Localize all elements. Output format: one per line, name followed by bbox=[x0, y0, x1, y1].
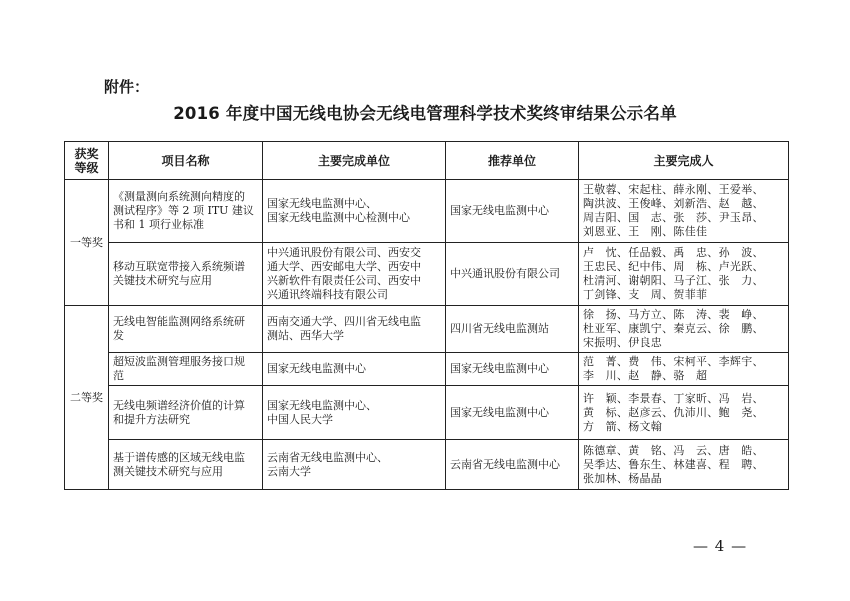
project-cell bbox=[109, 440, 263, 490]
people-line: 张加林、杨晶晶 bbox=[583, 471, 663, 485]
people-line: 宋振明、伊良忠 bbox=[583, 336, 663, 349]
recommender-cell: 国家无线电监测中心 bbox=[446, 386, 579, 440]
people-cell bbox=[579, 243, 789, 306]
project-line: 移动互联宽带接入系统频谱 bbox=[113, 260, 245, 273]
people-line: 范 菁、费 伟、宋柯平、李辉宇、 bbox=[583, 355, 764, 368]
project-line: 范 bbox=[113, 369, 124, 382]
people-line: 陶洪波、王俊峰、刘新浩、赵 越、 bbox=[583, 197, 764, 210]
people-line: 方 箭、杨文翰 bbox=[583, 419, 663, 433]
people-line: 徐 扬、马方立、陈 涛、裴 峥、 bbox=[583, 308, 764, 321]
people-line: 陈德章、黄 铭、冯 云、唐 皓、 bbox=[583, 443, 764, 457]
people-line: 王敬蓉、宋起柱、薛永刚、王爱举、 bbox=[583, 183, 764, 196]
project-line: 和提升方法研究 bbox=[113, 412, 190, 426]
attachment-label: 附件： bbox=[104, 78, 150, 96]
project-cell bbox=[109, 353, 263, 386]
recommender-cell: 国家无线电监测中心 bbox=[446, 353, 579, 386]
unit-line: 通大学、西安邮电大学、西安中 bbox=[267, 260, 421, 273]
col-completers: 主要完成人 bbox=[579, 142, 789, 180]
unit-line: 中国人民大学 bbox=[267, 412, 333, 426]
people-cell bbox=[579, 440, 789, 490]
units-cell bbox=[263, 386, 446, 440]
people-line: 许 颖、李景春、丁家昕、冯 岩、 bbox=[583, 391, 764, 405]
document-title: 2016 年度中国无线电协会无线电管理科学技术奖终审结果公示名单 bbox=[173, 104, 677, 123]
results-table bbox=[64, 141, 789, 490]
unit-line: 西南交通大学、四川省无线电监 bbox=[267, 315, 421, 328]
header-line: 获奖 bbox=[74, 146, 99, 161]
units-cell bbox=[263, 353, 446, 386]
units-cell bbox=[263, 243, 446, 306]
col-completion-units: 主要完成单位 bbox=[263, 142, 446, 180]
people-line: 卢 忱、任品毅、禹 忠、孙 波、 bbox=[583, 246, 764, 259]
project-line: 测试程序》等 2 项 ITU 建议 bbox=[113, 204, 254, 217]
people-line: 丁剑锋、支 周、贺菲菲 bbox=[583, 288, 708, 301]
project-line: 书和 1 项行业标准 bbox=[113, 218, 204, 231]
project-line: 基于谱传感的区域无线电监 bbox=[113, 450, 245, 464]
units-cell bbox=[263, 180, 446, 243]
people-line: 刘恩亚、王 刚、陈佳佳 bbox=[583, 225, 708, 238]
project-cell bbox=[109, 180, 263, 243]
award-cell-first: 一等奖 bbox=[65, 180, 109, 306]
people-line: 黄 标、赵彦云、仇沛川、鲍 尧、 bbox=[583, 405, 764, 419]
people-cell bbox=[579, 306, 789, 353]
project-line: 发 bbox=[113, 329, 124, 342]
project-line: 测关键技术研究与应用 bbox=[113, 464, 223, 478]
units-cell bbox=[263, 440, 446, 490]
table-row bbox=[65, 243, 789, 306]
unit-line: 兴通讯终端科技有限公司 bbox=[267, 288, 388, 301]
project-line: 无线电频谱经济价值的计算 bbox=[113, 398, 245, 412]
people-cell bbox=[579, 386, 789, 440]
recommender-cell: 云南省无线电监测中心 bbox=[446, 440, 579, 490]
col-award-level bbox=[65, 142, 109, 180]
unit-line: 兴新软件有限责任公司、西安中 bbox=[267, 274, 421, 287]
unit-line: 国家无线电监测中心检测中心 bbox=[267, 211, 410, 224]
header-line: 等级 bbox=[74, 160, 99, 175]
people-cell bbox=[579, 180, 789, 243]
project-cell bbox=[109, 306, 263, 353]
unit-line: 测站、西华大学 bbox=[267, 329, 344, 342]
award-cell-second: 二等奖 bbox=[65, 306, 109, 490]
people-line: 王忠民、纪中伟、周 栋、卢光跃、 bbox=[583, 260, 764, 273]
page-number: — 4 — bbox=[693, 537, 748, 555]
project-cell bbox=[109, 243, 263, 306]
recommender-cell: 四川省无线电监测站 bbox=[446, 306, 579, 353]
project-line: 无线电智能监测网络系统研 bbox=[113, 315, 245, 328]
table-row bbox=[65, 386, 789, 440]
table-row bbox=[65, 440, 789, 490]
table-row bbox=[65, 353, 789, 386]
table-row bbox=[65, 180, 789, 243]
col-recommender: 推荐单位 bbox=[446, 142, 579, 180]
unit-line: 国家无线电监测中心、 bbox=[267, 398, 377, 412]
unit-line: 中兴通讯股份有限公司、西安交 bbox=[267, 246, 421, 259]
people-cell bbox=[579, 353, 789, 386]
units-cell bbox=[263, 306, 446, 353]
recommender-cell: 中兴通讯股份有限公司 bbox=[446, 243, 579, 306]
project-line: 《测量测向系统测向精度的 bbox=[113, 190, 245, 203]
people-line: 周吉阳、国 志、张 莎、尹玉昂、 bbox=[583, 211, 764, 224]
people-line: 李 川、赵 静、骆 超 bbox=[583, 369, 708, 382]
table-header-row bbox=[65, 142, 789, 180]
people-line: 杜亚军、康凯宁、秦克云、徐 鹏、 bbox=[583, 322, 764, 335]
unit-line: 云南省无线电监测中心、 bbox=[267, 450, 388, 464]
table-row bbox=[65, 306, 789, 353]
project-cell bbox=[109, 386, 263, 440]
unit-line: 国家无线电监测中心、 bbox=[267, 197, 377, 210]
people-line: 杜清河、谢朝阳、马子江、张 力、 bbox=[583, 274, 764, 287]
people-line: 吴季达、鲁东生、林建喜、程 聘、 bbox=[583, 457, 764, 471]
recommender-cell: 国家无线电监测中心 bbox=[446, 180, 579, 243]
project-line: 关键技术研究与应用 bbox=[113, 274, 212, 287]
col-project-name: 项目名称 bbox=[109, 142, 263, 180]
unit-line: 国家无线电监测中心 bbox=[267, 362, 366, 375]
project-line: 超短波监测管理服务接口规 bbox=[113, 355, 245, 368]
unit-line: 云南大学 bbox=[267, 464, 311, 478]
